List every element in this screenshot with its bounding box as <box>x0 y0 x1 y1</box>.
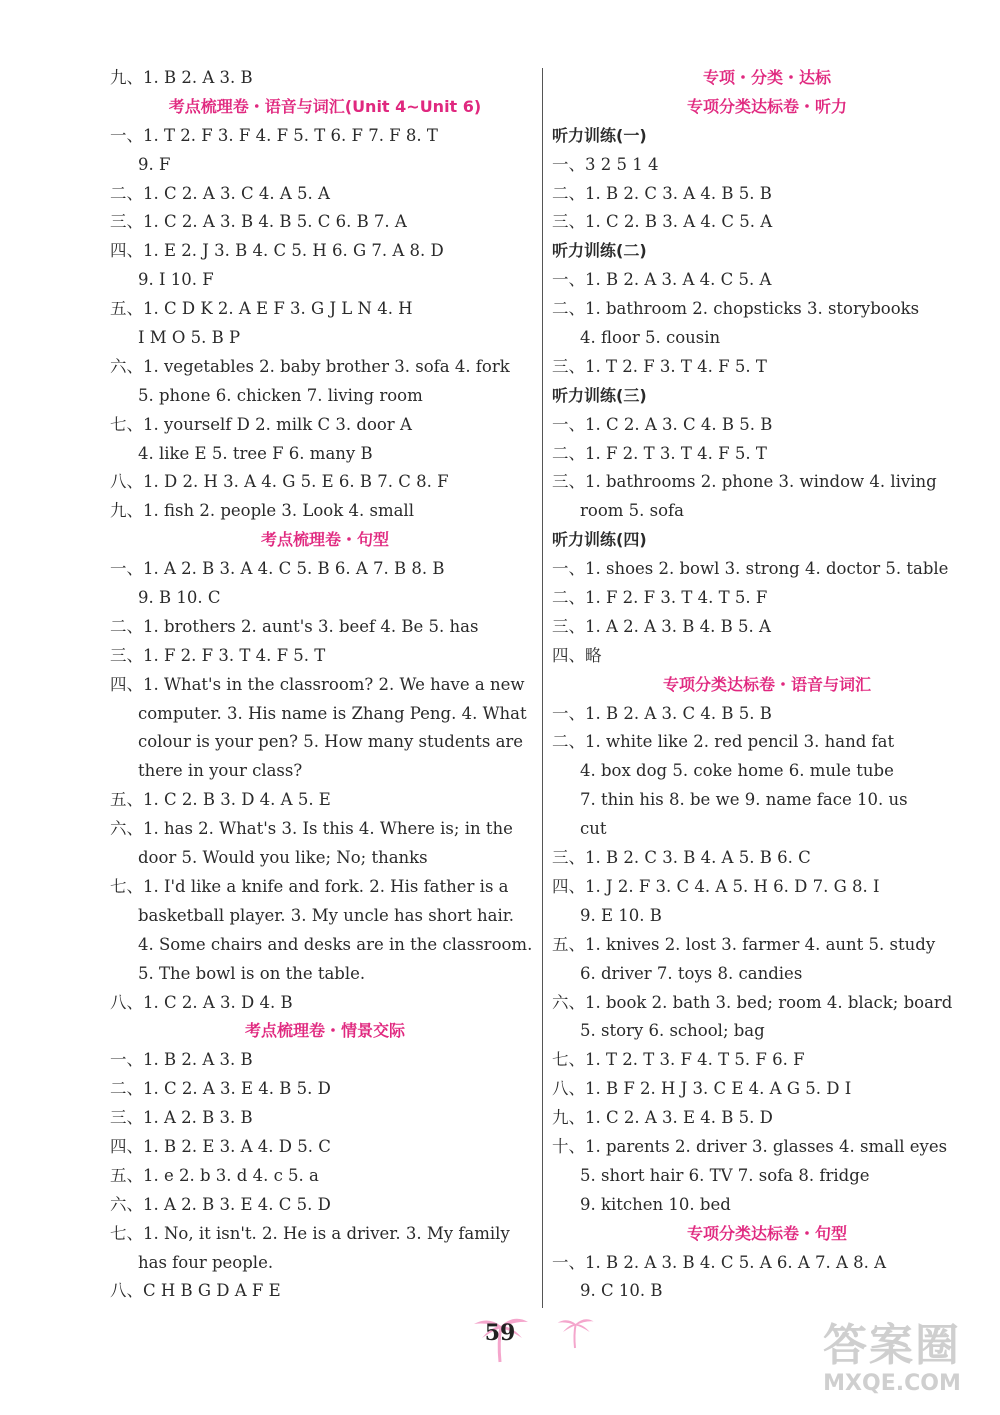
answer-line: 9. C 10. B <box>580 1281 663 1301</box>
answer-line: 九、1. B 2. A 3. B <box>110 68 253 87</box>
answer-line: 四、1. J 2. F 3. C 4. A 5. H 6. D 7. G 8. I <box>552 876 880 896</box>
section-heading: 专项分类达标卷・语音与词汇 <box>662 674 871 694</box>
answer-line: 7. thin his 8. be we 9. name face 10. us <box>580 790 908 810</box>
answer-line: 七、1. T 2. T 3. F 4. T 5. F 6. F <box>552 1050 805 1070</box>
answer-line: 二、1. F 2. T 3. T 4. F 5. T <box>552 443 767 463</box>
subsection-heading: 听力训练(一) <box>552 125 647 145</box>
answer-line: 三、1. A 2. A 3. B 4. B 5. A <box>552 616 771 636</box>
answer-line: 一、1. shoes 2. bowl 3. strong 4. doctor 5. table <box>552 559 949 579</box>
answer-line: 一、1. B 2. A 3. B 4. C 5. A 6. A 7. A 8. A <box>552 1252 887 1272</box>
section-heading: 专项分类达标卷・听力 <box>686 96 847 116</box>
answer-line: 二、1. white like 2. red pencil 3. hand fat <box>552 732 895 752</box>
page-number: 59 <box>484 1320 516 1346</box>
answer-line: 4. like E 5. tree F 6. many B <box>138 443 373 463</box>
answer-line: 5. short hair 6. TV 7. sofa 8. fridge <box>580 1165 870 1185</box>
answer-line: 三、1. T 2. F 3. T 4. F 5. T <box>552 356 767 376</box>
answer-line: 七、1. No, it isn't. 2. He is a driver. 3. My family <box>110 1223 510 1243</box>
answer-line: 八、C H B G D A F E <box>110 1281 281 1301</box>
subsection-heading: 听力训练(二) <box>552 241 647 261</box>
answer-line: 八、1. C 2. A 3. D 4. B <box>110 992 293 1012</box>
answer-line: 二、1. C 2. A 3. E 4. B 5. D <box>110 1079 331 1099</box>
answer-line: 4. Some chairs and desks are in the classroom. <box>138 934 533 954</box>
answer-line: computer. 3. His name is Zhang Peng. 4. What <box>138 703 527 723</box>
column-divider <box>542 68 543 1308</box>
section-heading: 考点梳理卷・语音与词汇(Unit 4~Unit 6) <box>168 96 482 116</box>
answer-line: 三、1. C 2. A 3. B 4. B 5. C 6. B 7. A <box>110 212 407 232</box>
answer-line: 5. story 6. school; bag <box>580 1021 765 1041</box>
answer-line: 五、1. knives 2. lost 3. farmer 4. aunt 5. study <box>552 934 936 954</box>
answer-line: 三、1. A 2. B 3. B <box>110 1108 253 1128</box>
answer-line: 六、1. A 2. B 3. E 4. C 5. D <box>110 1194 331 1214</box>
answer-line: 一、1. B 2. A 3. B <box>110 1050 253 1070</box>
answer-line: I M O 5. B P <box>138 328 241 348</box>
answer-line: 七、1. yourself D 2. milk C 3. door A <box>110 414 412 434</box>
answer-line: 6. driver 7. toys 8. candies <box>580 963 803 983</box>
answer-line: 三、1. B 2. C 3. B 4. A 5. B 6. C <box>552 848 811 868</box>
answer-line: basketball player. 3. My uncle has short hair. <box>138 905 515 925</box>
answer-line: 9. kitchen 10. bed <box>580 1194 731 1214</box>
answer-line: cut <box>580 819 607 839</box>
answer-line: 四、1. B 2. E 3. A 4. D 5. C <box>110 1136 331 1156</box>
answer-line: 七、1. I'd like a knife and fork. 2. His father is a <box>110 876 509 896</box>
watermark-url: MXQE.COM <box>823 1371 961 1396</box>
answer-line: 八、1. D 2. H 3. A 4. G 5. E 6. B 7. C 8. F <box>110 472 449 492</box>
answer-line: 五、1. e 2. b 3. d 4. c 5. a <box>110 1165 319 1185</box>
watermark <box>802 1321 982 1397</box>
answer-line: 一、1. A 2. B 3. A 4. C 5. B 6. A 7. B 8. B <box>110 559 445 579</box>
answer-line: has four people. <box>138 1252 274 1272</box>
answer-line: 二、1. F 2. F 3. T 4. T 5. F <box>552 588 768 608</box>
answer-line: 六、1. has 2. What's 3. Is this 4. Where is; in the <box>110 819 513 839</box>
answer-line: 八、1. B F 2. H J 3. C E 4. A G 5. D I <box>552 1079 852 1099</box>
section-heading: 考点梳理卷・情景交际 <box>244 1021 405 1041</box>
answer-line: 4. box dog 5. coke home 6. mule tube <box>580 761 894 781</box>
answer-line: 5. phone 6. chicken 7. living room <box>138 385 423 405</box>
answer-line: 三、1. F 2. F 3. T 4. F 5. T <box>110 645 326 665</box>
answer-line: 一、1. C 2. A 3. C 4. B 5. B <box>552 414 773 434</box>
section-heading: 专项・分类・达标 <box>702 68 831 87</box>
answer-line: 4. floor 5. cousin <box>580 328 721 348</box>
answer-line: 五、1. C D K 2. A E F 3. G J L N 4. H <box>110 299 413 319</box>
answer-line: 三、1. C 2. B 3. A 4. C 5. A <box>552 212 773 232</box>
answer-line: 二、1. C 2. A 3. C 4. A 5. A <box>110 183 330 203</box>
answer-line: 一、1. T 2. F 3. F 4. F 5. T 6. F 7. F 8. T <box>110 125 438 145</box>
answer-line: 一、1. B 2. A 3. C 4. B 5. B <box>552 703 772 723</box>
answer-line: 九、1. fish 2. people 3. Look 4. small <box>110 501 414 521</box>
answer-line: 9. I 10. F <box>138 270 214 290</box>
answer-line: 六、1. vegetables 2. baby brother 3. sofa 4. fork <box>110 356 510 376</box>
answer-line: 九、1. C 2. A 3. E 4. B 5. D <box>552 1108 773 1128</box>
answer-line: 二、1. bathroom 2. chopsticks 3. storybooks <box>552 299 920 319</box>
answer-line: 9. B 10. C <box>138 588 221 608</box>
answer-line: room 5. sofa <box>580 501 684 521</box>
answer-line: 四、1. E 2. J 3. B 4. C 5. H 6. G 7. A 8. D <box>110 241 444 261</box>
answer-line: 六、1. book 2. bath 3. bed; room 4. black; board <box>552 992 953 1012</box>
answer-line: 一、3 2 5 1 4 <box>552 154 659 174</box>
right-column <box>552 64 982 1306</box>
section-heading: 专项分类达标卷・句型 <box>686 1223 847 1243</box>
answer-line: 三、1. bathrooms 2. phone 3. window 4. living <box>552 472 937 492</box>
answer-line: 五、1. C 2. B 3. D 4. A 5. E <box>110 790 331 810</box>
answer-line: 二、1. brothers 2. aunt's 3. beef 4. Be 5. has <box>110 616 479 636</box>
subsection-heading: 听力训练(三) <box>552 385 647 405</box>
answer-line: colour is your pen? 5. How many students are <box>138 732 524 752</box>
subsection-heading: 听力训练(四) <box>552 530 647 550</box>
palm-tree-icon <box>555 1312 595 1352</box>
answer-line: 9. E 10. B <box>580 905 662 925</box>
watermark-logo-text: 答案圈 <box>823 1320 961 1371</box>
answer-line: 5. The bowl is on the table. <box>138 963 366 983</box>
answer-line: 四、略 <box>552 645 602 665</box>
answer-line: 四、1. What's in the classroom? 2. We have a new <box>110 674 525 694</box>
answer-line: there in your class? <box>138 761 303 781</box>
answer-line: 十、1. parents 2. driver 3. glasses 4. small eyes <box>552 1136 948 1156</box>
answer-line: 9. F <box>138 154 171 174</box>
answer-line: door 5. Would you like; No; thanks <box>138 848 428 868</box>
answer-line: 二、1. B 2. C 3. A 4. B 5. B <box>552 183 772 203</box>
answer-line: 一、1. B 2. A 3. A 4. C 5. A <box>552 270 772 290</box>
section-heading: 考点梳理卷・句型 <box>260 530 389 550</box>
left-column <box>110 64 540 1306</box>
